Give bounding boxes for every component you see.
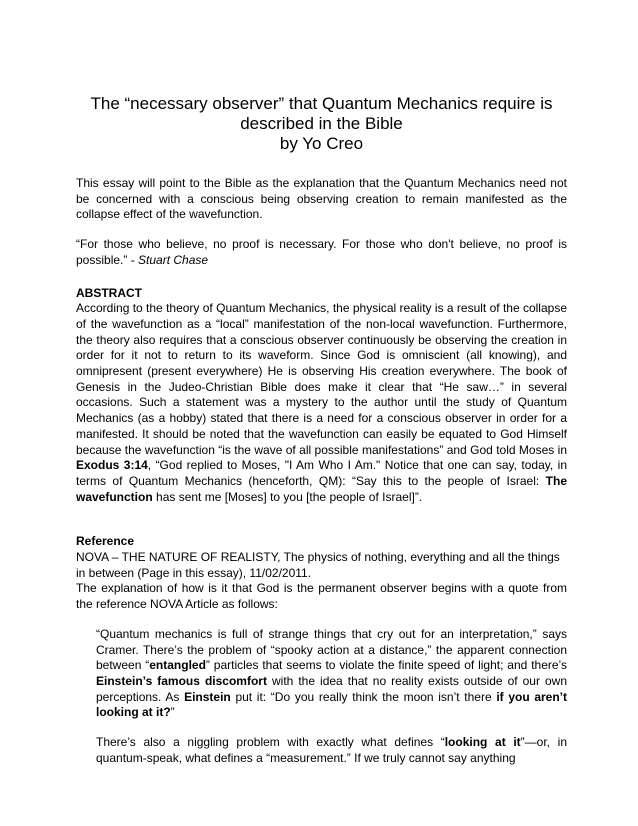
document-title — [76, 0, 567, 154]
bq2-text-c: ”—or, in quantum-speak, what defines a “measurement.” If we truly cannot say anything — [96, 735, 567, 765]
bq2-text-a: There’s also a niggling problem with exactly what defines “ — [96, 735, 445, 750]
epigraph-quote — [76, 237, 567, 268]
bq-text-f: ” — [170, 705, 175, 720]
block-quote-paragraph-2 — [96, 735, 567, 766]
bq-bold-looking: if you aren’t looking at it? — [96, 689, 568, 720]
intro-paragraph: This essay will point to the Bible as the explanation that the Quantum Mechanics need not be concerned with a conscious being observing creation to remain manifested as the collapse effect of the wavefunction. — [76, 176, 567, 222]
reference-heading: Reference — [76, 534, 135, 549]
title-line-2: described in the Bible — [240, 114, 403, 133]
bq-text-d: with the idea that no reality exists outside of our own perceptions. As — [96, 673, 567, 704]
author-byline: by Yo Creo — [279, 134, 364, 153]
reference-explanation: The explanation of how is it that God is the permanent observer begins with a quote from the reference NOVA Article as follows: — [76, 581, 567, 612]
bq-bold-discomfort: Einstein’s famous discomfort — [96, 673, 267, 688]
abstract-paragraph — [76, 301, 567, 505]
bq-text-c: ” particles that seems to violate the finite speed of light; and there’s — [205, 658, 567, 673]
abstract-text-3: has sent me [Moses] to you [the people of Israel]”. — [152, 489, 423, 504]
abstract-heading: ABSTRACT — [76, 285, 142, 300]
bq-text-e: put it: “Do you really think the moon isn’t there — [230, 689, 497, 704]
bq-text-a: “Quantum mechanics is full of strange things that cry out for an interpretation,” says Cramer. There’s the problem of “spooky action at a distance,” the apparent connection between “ — [96, 626, 567, 673]
bible-reference: Exodus 3:14 — [76, 458, 148, 473]
epigraph-text: “For those who believe, no proof is necessary. For those who don't believe, no proof is possible.” - — [76, 237, 567, 267]
bq-bold-entangled: entangled — [149, 658, 206, 673]
abstract-text-1: According to the theory of Quantum Mechanics, the physical reality is a result of the collapse of the wavefunction as a “local” manifestation of the non-local wavefunction. Furthermore, the theory also requires that a conscious observer continuously be observing the creation in order for it not to return to its waveform. Since God is omniscient (all knowing), and omnipresent (present everywhere) He is observing His creation everywhere. The book of Genesis in the Judeo-Christian Bible does make it clear that “He saw…” in several occasions. Such a statement was a mystery to the author until the study of Quantum Mechanics (as a hobby) stated that there is a need for a conscious observer in order for a manifested. It should be noted that the wavefunction can easily be equated to God Himself because the wavefunction “is the wave of all possible manifestations” and God told Moses in — [76, 301, 567, 457]
block-quote — [76, 627, 567, 767]
block-quote-paragraph-1 — [96, 627, 567, 721]
abstract-emphasis: The wavefunction — [76, 473, 567, 504]
title-line-1: The “necessary observer” that Quantum Mechanics require is — [90, 94, 553, 113]
epigraph-author: Stuart Chase — [138, 252, 209, 267]
bq-bold-einstein: Einstein — [184, 689, 231, 704]
bq2-bold-looking: looking at it — [444, 735, 521, 750]
abstract-text-2: , “God replied to Moses, "I Am Who I Am." Notice that one can say, today, in terms of Quantum Mechanics (henceforth, QM): “Say this to the people of Israel: — [76, 458, 567, 488]
reference-citation: NOVA – THE NATURE OF REALISTY, The physics of nothing, everything and all the things in between (Page in this essay), 11/02/2011. — [76, 550, 560, 580]
